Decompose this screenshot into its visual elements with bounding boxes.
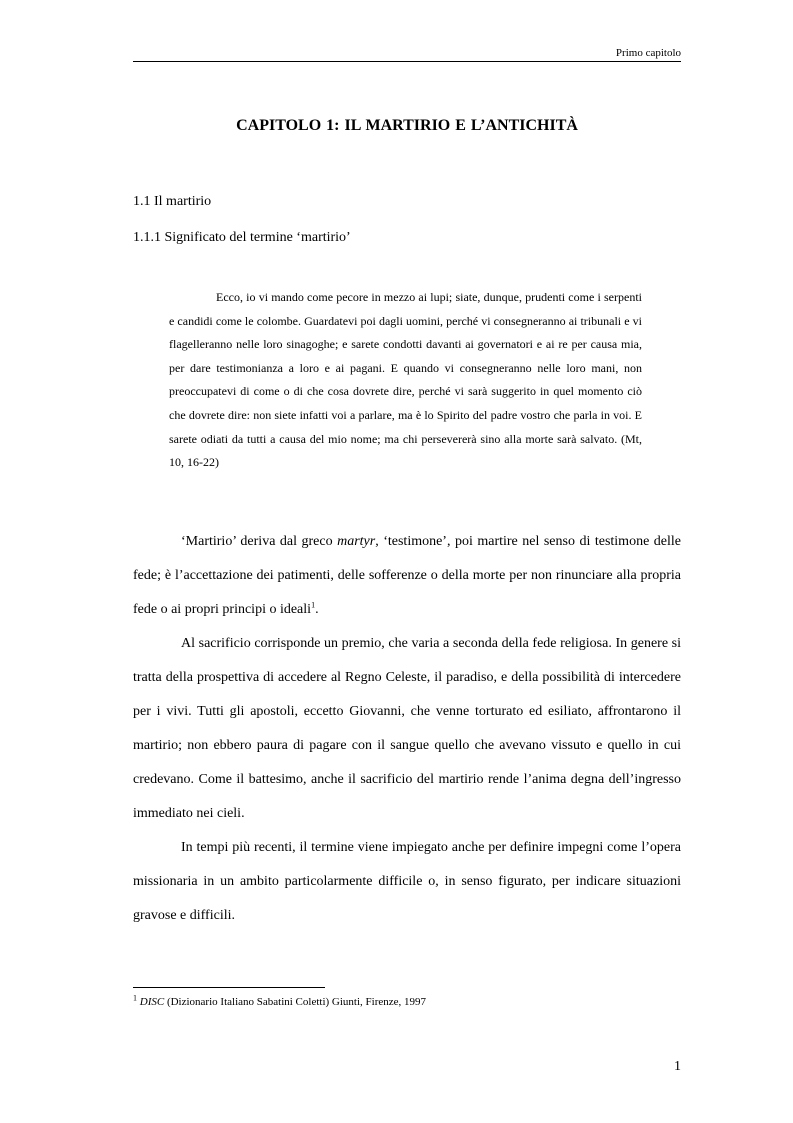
paragraph-1-part-c: .	[315, 602, 319, 617]
paragraph-1	[133, 525, 681, 627]
paragraph-3: In tempi più recenti, il termine viene impiegato anche per definire impegni come l’opera missionaria in un ambito particolarmente difficile o, in senso figurato, per indicare situazioni gravose e difficili.	[133, 840, 681, 923]
chapter-title: CAPITOLO 1: IL MARTIRIO E L’ANTICHITÀ	[236, 117, 578, 134]
subsection-heading: 1.1.1 Significato del termine ‘martirio’	[133, 230, 351, 245]
greek-term: martyr	[337, 534, 376, 549]
paragraph-1-part-a: ‘Martirio’ deriva dal greco	[181, 534, 338, 549]
footnote-mark: 1	[133, 993, 137, 1003]
running-head: Primo capitolo	[615, 47, 681, 59]
footnote	[133, 995, 681, 1009]
footnote-ref[interactable]: 1	[311, 600, 316, 610]
page-number: 1	[674, 1059, 681, 1074]
body-text	[133, 525, 681, 933]
paragraph-2: Al sacrificio corrisponde un premio, che varia a seconda della fede religiosa. In genere si tratta della prospettiva di accedere al Regno Celeste, il paradiso, e della possibilità di intercedere per i vivi. Tutti gli apostoli, eccetto Giovanni, che venne torturato ed esiliato, affrontarono il martirio; non ebbero paura di pagare con il sangue quello che avevano vissuto e quello in cui credevano. Come il battesimo, anche il sacrificio del martirio rende l’anima degna dell’ingresso immediato nei cieli.	[133, 636, 681, 821]
bible-quote: Ecco, io vi mando come pecore in mezzo ai lupi; siate, dunque, prudenti come i serpenti e candidi come le colombe. Guardatevi poi dagli uomini, perché vi consegneranno ai tribunali e vi flagelleranno nelle loro sinagoghe; e sarete condotti davanti ai governatori e ai re per causa mia, per dare testimonianza a loro e ai pagani. E quando vi consegneranno nelle loro mani, non preoccupatevi di come o di che cosa dovrete dire, perché vi sarà suggerito in quel momento ciò che dovrete dire: non siete infatti voi a parlare, ma è lo Spirito del padre vostro che parla in voi. E sarete odiati da tutti a causa del mio nome; ma chi persevererà sino alla morte sarà salvato. (Mt, 10, 16-22)	[169, 290, 642, 470]
paragraph-1-part-b: , ‘testimone’, poi martire nel senso di testimone delle fede; è l’accettazione dei patimenti, delle sofferenze o della morte per non rinunciare alla propria fede o ai propri principi o ideali	[133, 534, 681, 617]
footnote-rule	[133, 987, 325, 988]
section-heading: 1.1 Il martirio	[133, 194, 212, 209]
footnote-text: (Dizionario Italiano Sabatini Coletti) Giunti, Firenze, 1997	[164, 996, 427, 1008]
header-rule	[133, 61, 681, 62]
footnote-title: DISC	[139, 996, 165, 1008]
